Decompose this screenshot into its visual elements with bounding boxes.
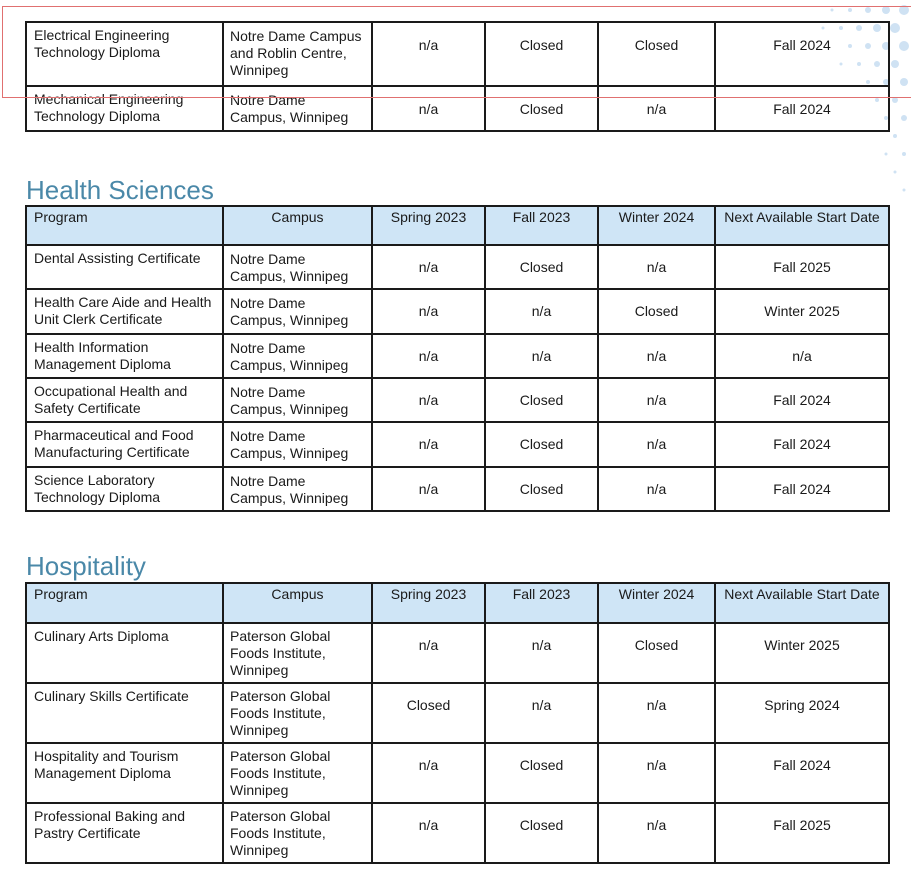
campus-cell: Paterson Global Foods Institute, Winnipeg <box>223 683 372 743</box>
campus-cell: Notre Dame Campus, Winnipeg <box>223 422 372 467</box>
winter-cell: n/a <box>598 683 715 743</box>
fall-cell: Closed <box>485 422 598 467</box>
hospitality-table <box>25 582 890 864</box>
spring-cell: n/a <box>372 289 485 334</box>
program-name: Dental Assisting Certificate <box>26 245 223 289</box>
table-row <box>26 743 889 803</box>
campus-cell: Notre Dame Campus, Winnipeg <box>223 245 372 289</box>
next-start-cell: Fall 2024 <box>715 378 889 422</box>
spring-cell: n/a <box>372 743 485 803</box>
header-winter: Winter 2024 <box>598 583 715 623</box>
spring-cell: n/a <box>372 334 485 378</box>
next-start-cell: n/a <box>715 334 889 378</box>
program-name: Health Information Management Diploma <box>26 334 223 378</box>
next-start-cell: Fall 2025 <box>715 245 889 289</box>
table-header-row <box>26 583 889 623</box>
next-start-cell: Winter 2025 <box>715 623 889 683</box>
fall-cell: Closed <box>485 86 598 131</box>
table-row <box>26 334 889 378</box>
header-spring: Spring 2023 <box>372 583 485 623</box>
program-name: Culinary Skills Certificate <box>26 683 223 743</box>
program-name: Health Care Aide and Health Unit Clerk Certificate <box>26 289 223 334</box>
winter-cell: Closed <box>598 289 715 334</box>
table-row <box>26 623 889 683</box>
header-campus: Campus <box>223 206 372 245</box>
spring-cell: n/a <box>372 467 485 511</box>
next-start-cell: Spring 2024 <box>715 683 889 743</box>
campus-cell: Notre Dame Campus, Winnipeg <box>223 86 372 131</box>
spring-cell: n/a <box>372 422 485 467</box>
program-name: Mechanical Engineering Technology Diploma <box>26 86 223 131</box>
next-start-cell: Fall 2024 <box>715 467 889 511</box>
header-program: Program <box>26 206 223 245</box>
campus-cell: Paterson Global Foods Institute, Winnipeg <box>223 743 372 803</box>
program-name: Electrical Engineering Technology Diploma <box>26 22 223 86</box>
fall-cell: Closed <box>485 743 598 803</box>
fall-cell: Closed <box>485 467 598 511</box>
fall-cell: n/a <box>485 683 598 743</box>
campus-cell: Notre Dame Campus, Winnipeg <box>223 378 372 422</box>
spring-cell: n/a <box>372 245 485 289</box>
winter-cell: n/a <box>598 378 715 422</box>
table-header-row <box>26 206 889 245</box>
winter-cell: Closed <box>598 623 715 683</box>
spring-cell: n/a <box>372 623 485 683</box>
header-winter: Winter 2024 <box>598 206 715 245</box>
next-start-cell: Fall 2024 <box>715 743 889 803</box>
header-next-start: Next Available Start Date <box>715 206 889 245</box>
program-name: Science Laboratory Technology Diploma <box>26 467 223 511</box>
fall-cell: n/a <box>485 623 598 683</box>
campus-cell: Notre Dame Campus, Winnipeg <box>223 289 372 334</box>
table-row <box>26 378 889 422</box>
program-name: Pharmaceutical and Food Manufacturing Certificate <box>26 422 223 467</box>
fall-cell: n/a <box>485 289 598 334</box>
next-start-cell: Winter 2025 <box>715 289 889 334</box>
fall-cell: Closed <box>485 22 598 86</box>
winter-cell: n/a <box>598 86 715 131</box>
spring-cell: n/a <box>372 86 485 131</box>
table-row <box>26 803 889 863</box>
hospitality-heading: Hospitality <box>26 551 146 581</box>
next-start-cell: Fall 2025 <box>715 803 889 863</box>
program-name: Occupational Health and Safety Certificate <box>26 378 223 422</box>
table-row <box>26 289 889 334</box>
campus-cell: Notre Dame Campus, Winnipeg <box>223 334 372 378</box>
winter-cell: n/a <box>598 803 715 863</box>
fall-cell: Closed <box>485 803 598 863</box>
spring-cell: n/a <box>372 22 485 86</box>
next-start-cell: Fall 2024 <box>715 422 889 467</box>
health-sciences-table <box>25 205 890 512</box>
health-sciences-heading: Health Sciences <box>26 175 214 205</box>
spring-cell: Closed <box>372 683 485 743</box>
fall-cell: Closed <box>485 378 598 422</box>
header-fall: Fall 2023 <box>485 583 598 623</box>
table-row <box>26 422 889 467</box>
next-start-cell: Fall 2024 <box>715 22 889 86</box>
spring-cell: n/a <box>372 378 485 422</box>
winter-cell: n/a <box>598 245 715 289</box>
program-name: Hospitality and Tourism Management Diploma <box>26 743 223 803</box>
header-next-start: Next Available Start Date <box>715 583 889 623</box>
program-name: Culinary Arts Diploma <box>26 623 223 683</box>
campus-cell: Notre Dame Campus, Winnipeg <box>223 467 372 511</box>
header-program: Program <box>26 583 223 623</box>
fall-cell: n/a <box>485 334 598 378</box>
winter-cell: n/a <box>598 422 715 467</box>
campus-cell: Paterson Global Foods Institute, Winnipeg <box>223 803 372 863</box>
campus-cell: Paterson Global Foods Institute, Winnipeg <box>223 623 372 683</box>
engineering-table-continuation <box>25 21 890 132</box>
fall-cell: Closed <box>485 245 598 289</box>
table-row <box>26 86 889 131</box>
spring-cell: n/a <box>372 803 485 863</box>
program-name: Professional Baking and Pastry Certificate <box>26 803 223 863</box>
header-fall: Fall 2023 <box>485 206 598 245</box>
table-row <box>26 22 889 86</box>
campus-cell: Notre Dame Campus and Roblin Centre, Winnipeg <box>223 22 372 86</box>
winter-cell: n/a <box>598 743 715 803</box>
header-spring: Spring 2023 <box>372 206 485 245</box>
table-row <box>26 467 889 511</box>
table-row <box>26 683 889 743</box>
header-campus: Campus <box>223 583 372 623</box>
winter-cell: n/a <box>598 334 715 378</box>
table-row <box>26 245 889 289</box>
winter-cell: Closed <box>598 22 715 86</box>
winter-cell: n/a <box>598 467 715 511</box>
next-start-cell: Fall 2024 <box>715 86 889 131</box>
